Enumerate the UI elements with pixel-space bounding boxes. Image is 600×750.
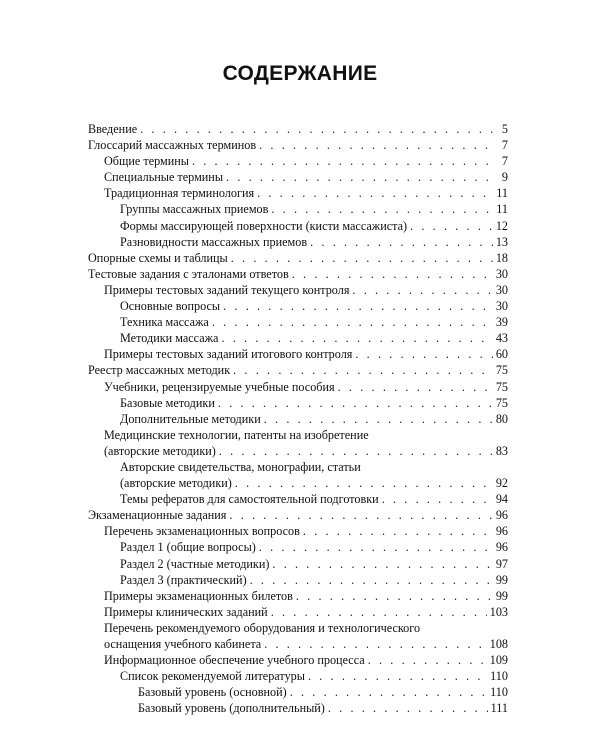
dot-leader — [310, 234, 493, 250]
toc-page-number: 99 — [495, 572, 508, 587]
toc-entry-title-line: Перечень рекомендуемого оборудования и технологического — [104, 620, 421, 635]
toc-entry — [88, 588, 508, 604]
toc-entry-title: Список рекомендуемой литературы — [120, 669, 305, 684]
toc-entry-row — [88, 362, 508, 378]
toc-entry-title: Примеры тестовых заданий текущего контроля — [104, 282, 350, 297]
toc-entry-row — [120, 395, 508, 411]
toc-entry-row — [120, 218, 508, 234]
toc-entry-row — [104, 346, 508, 362]
toc-entry-title: Введение — [88, 122, 138, 136]
toc-entry-title: Экзаменационные задания — [88, 508, 227, 523]
toc-entry — [88, 539, 508, 555]
toc-entry-title: Техника массажа — [120, 315, 209, 330]
toc-page-number: 111 — [490, 701, 508, 716]
toc-page-number: 108 — [489, 637, 508, 651]
toc-entry-row — [104, 523, 508, 539]
toc-entry-title: Специальные термины — [104, 170, 224, 185]
toc-page-number: 30 — [495, 266, 508, 281]
toc-entry-title: Темы рефератов для самостоятельной подготовки — [120, 492, 379, 507]
dot-leader — [218, 395, 493, 411]
dot-leader — [221, 330, 492, 346]
toc-entry-row — [104, 153, 508, 169]
toc-entry-row — [104, 169, 508, 185]
toc-page-number: 80 — [495, 411, 508, 426]
toc-entry — [88, 121, 508, 137]
dot-leader — [226, 169, 493, 185]
toc-entry — [88, 620, 508, 652]
dot-leader — [264, 636, 487, 652]
toc-entry-title: Дополнительные методики — [120, 411, 261, 426]
table-of-contents — [88, 121, 508, 716]
toc-page-number: 96 — [495, 524, 508, 539]
toc-entry-title: Примеры тестовых заданий итогового контроля — [104, 347, 353, 362]
dot-leader — [271, 201, 493, 217]
toc-entry-title: Базовые методики — [120, 395, 215, 410]
toc-page-number: 99 — [495, 588, 508, 603]
dot-leader — [303, 523, 493, 539]
toc-entry-row — [120, 314, 508, 330]
toc-page-number: 96 — [495, 540, 508, 555]
toc-page-number: 103 — [489, 604, 508, 619]
toc-entry — [88, 346, 508, 362]
toc-entry-title: (авторские методики) — [120, 476, 232, 491]
toc-page-number: 9 — [501, 170, 508, 185]
toc-entry — [88, 137, 508, 153]
toc-entry-title: Общие термины — [104, 154, 189, 169]
dot-leader — [233, 362, 493, 378]
dot-leader — [382, 491, 493, 507]
toc-entry-title: Базовый уровень (основной) — [138, 685, 287, 700]
toc-entry-title: Раздел 1 (общие вопросы) — [120, 540, 256, 555]
toc-entry-row — [104, 636, 508, 652]
toc-entry — [88, 201, 508, 217]
toc-entry — [88, 379, 508, 395]
toc-entry-title: Разновидности массажных приемов — [120, 234, 308, 249]
toc-entry-row — [120, 556, 508, 572]
dot-leader — [235, 475, 493, 491]
toc-entry — [88, 395, 508, 411]
toc-entry-row — [120, 330, 508, 346]
toc-page-number: 30 — [495, 282, 508, 297]
toc-entry-title: (авторские методики) — [104, 443, 216, 458]
toc-entry-title: Учебники, рецензируемые учебные пособия — [104, 379, 335, 394]
toc-entry-row — [88, 121, 508, 137]
dot-leader — [231, 250, 493, 266]
dot-leader — [328, 700, 488, 716]
dot-leader — [229, 507, 492, 523]
toc-entry — [88, 604, 508, 620]
toc-entry — [88, 234, 508, 250]
toc-entry — [88, 266, 508, 282]
toc-entry-row — [120, 491, 508, 507]
toc-entry — [88, 411, 508, 427]
toc-page-number: 11 — [496, 202, 508, 217]
toc-entry — [88, 684, 508, 700]
toc-entry-row — [104, 588, 508, 604]
toc-entry-row — [104, 185, 508, 201]
toc-page-number: 92 — [495, 476, 508, 491]
dot-leader — [192, 153, 493, 169]
toc-entry-title: Тестовые задания с эталонами ответов — [88, 266, 289, 281]
toc-entry — [88, 185, 508, 201]
toc-entry-title: Основные вопросы — [120, 299, 221, 314]
toc-page-number: 30 — [495, 299, 508, 314]
toc-entry — [88, 250, 508, 266]
toc-page-number: 110 — [490, 669, 508, 684]
toc-entry-title: Группы массажных приемов — [120, 202, 269, 217]
toc-entry-row — [120, 201, 508, 217]
dot-leader — [338, 379, 493, 395]
toc-entry-title: Методики массажа — [120, 331, 219, 346]
toc-entry-title: Традиционная терминология — [104, 186, 255, 201]
toc-page-number: 96 — [495, 508, 508, 523]
toc-page-number: 12 — [495, 218, 508, 233]
dot-leader — [292, 266, 493, 282]
toc-page-number: 39 — [495, 315, 508, 330]
toc-entry-title: Информационное обеспечение учебного процесса — [104, 653, 365, 668]
toc-entry — [88, 427, 508, 459]
dot-leader — [257, 185, 493, 201]
dot-leader — [259, 539, 493, 555]
dot-leader — [368, 652, 487, 668]
toc-entry — [88, 652, 508, 668]
toc-page-number: 94 — [495, 492, 508, 507]
dot-leader — [219, 443, 493, 459]
toc-entry-title: Базовый уровень (дополнительный) — [138, 701, 325, 716]
toc-entry-title: Реестр массажных методик — [88, 363, 231, 378]
toc-page-number: 75 — [495, 379, 508, 394]
toc-entry — [88, 169, 508, 185]
toc-entry — [88, 459, 508, 491]
dot-leader — [355, 346, 492, 362]
toc-entry-row — [120, 475, 508, 491]
toc-entry-row — [104, 379, 508, 395]
toc-entry-row — [138, 700, 508, 716]
dot-leader — [410, 218, 493, 234]
dot-leader — [259, 137, 493, 153]
toc-page-number: 97 — [495, 556, 508, 571]
toc-entry-row — [104, 652, 508, 668]
toc-page-number: 75 — [495, 395, 508, 410]
dot-leader — [140, 121, 493, 137]
toc-entry-title: Перечень экзаменационных вопросов — [104, 524, 300, 539]
toc-entry — [88, 362, 508, 378]
toc-entry-row — [104, 443, 508, 459]
toc-entry — [88, 330, 508, 346]
toc-entry — [88, 314, 508, 330]
toc-entry-title: Опорные схемы и таблицы — [88, 250, 228, 265]
dot-leader — [271, 604, 487, 620]
toc-page-number: 83 — [495, 443, 508, 458]
toc-page-number: 7 — [501, 154, 508, 169]
toc-entry-row — [120, 234, 508, 250]
toc-entry-row — [120, 572, 508, 588]
toc-entry — [88, 572, 508, 588]
toc-page-number: 13 — [495, 234, 508, 249]
toc-entry — [88, 218, 508, 234]
toc-entry-title: Глоссарий массажных терминов — [88, 138, 257, 153]
dot-leader — [296, 588, 493, 604]
toc-entry — [88, 282, 508, 298]
toc-entry — [88, 556, 508, 572]
dot-leader — [264, 411, 493, 427]
toc-entry-title-line: Авторские свидетельства, монографии, статьи — [120, 459, 361, 474]
toc-page-number: 11 — [496, 186, 508, 201]
toc-entry — [88, 668, 508, 684]
toc-entry-title-line: Медицинские технологии, патенты на изобретение — [104, 427, 369, 442]
toc-entry-row — [120, 539, 508, 555]
toc-entry-row — [88, 507, 508, 523]
dot-leader — [250, 572, 493, 588]
toc-entry-row — [104, 604, 508, 620]
toc-page-number: 75 — [495, 363, 508, 378]
toc-entry — [88, 523, 508, 539]
toc-entry — [88, 507, 508, 523]
dot-leader — [272, 556, 492, 572]
toc-entry — [88, 700, 508, 716]
toc-entry-row — [120, 298, 508, 314]
toc-entry-row — [104, 282, 508, 298]
toc-entry — [88, 298, 508, 314]
toc-entry-row — [88, 137, 508, 153]
toc-page-number: 60 — [495, 347, 508, 362]
toc-entry-row — [88, 266, 508, 282]
toc-entry-title: Примеры экзаменационных билетов — [104, 588, 293, 603]
toc-page-number: 5 — [501, 122, 508, 136]
toc-page-number: 109 — [489, 653, 508, 668]
dot-leader — [223, 298, 493, 314]
toc-entry — [88, 491, 508, 507]
toc-entry-row — [88, 250, 508, 266]
toc-entry-title: Формы массирующей поверхности (кисти массажиста) — [120, 218, 408, 233]
toc-entry-row — [138, 684, 508, 700]
toc-entry-row — [120, 411, 508, 427]
toc-entry — [88, 153, 508, 169]
dot-leader — [212, 314, 493, 330]
dot-leader — [352, 282, 492, 298]
toc-entry-title: Раздел 3 (практический) — [120, 572, 247, 587]
toc-entry-title: Раздел 2 (частные методики) — [120, 556, 270, 571]
toc-page-number: 18 — [495, 250, 508, 265]
toc-page-number: 7 — [501, 138, 508, 153]
toc-entry-title: Примеры клинических заданий — [104, 604, 268, 619]
toc-page-number: 43 — [495, 331, 508, 346]
page-title: СОДЕРЖАНИЕ — [222, 62, 378, 85]
dot-leader — [308, 668, 487, 684]
toc-page-number: 110 — [490, 685, 508, 700]
toc-entry-row — [120, 668, 508, 684]
dot-leader — [290, 684, 487, 700]
toc-entry-title: оснащения учебного кабинета — [104, 637, 262, 651]
